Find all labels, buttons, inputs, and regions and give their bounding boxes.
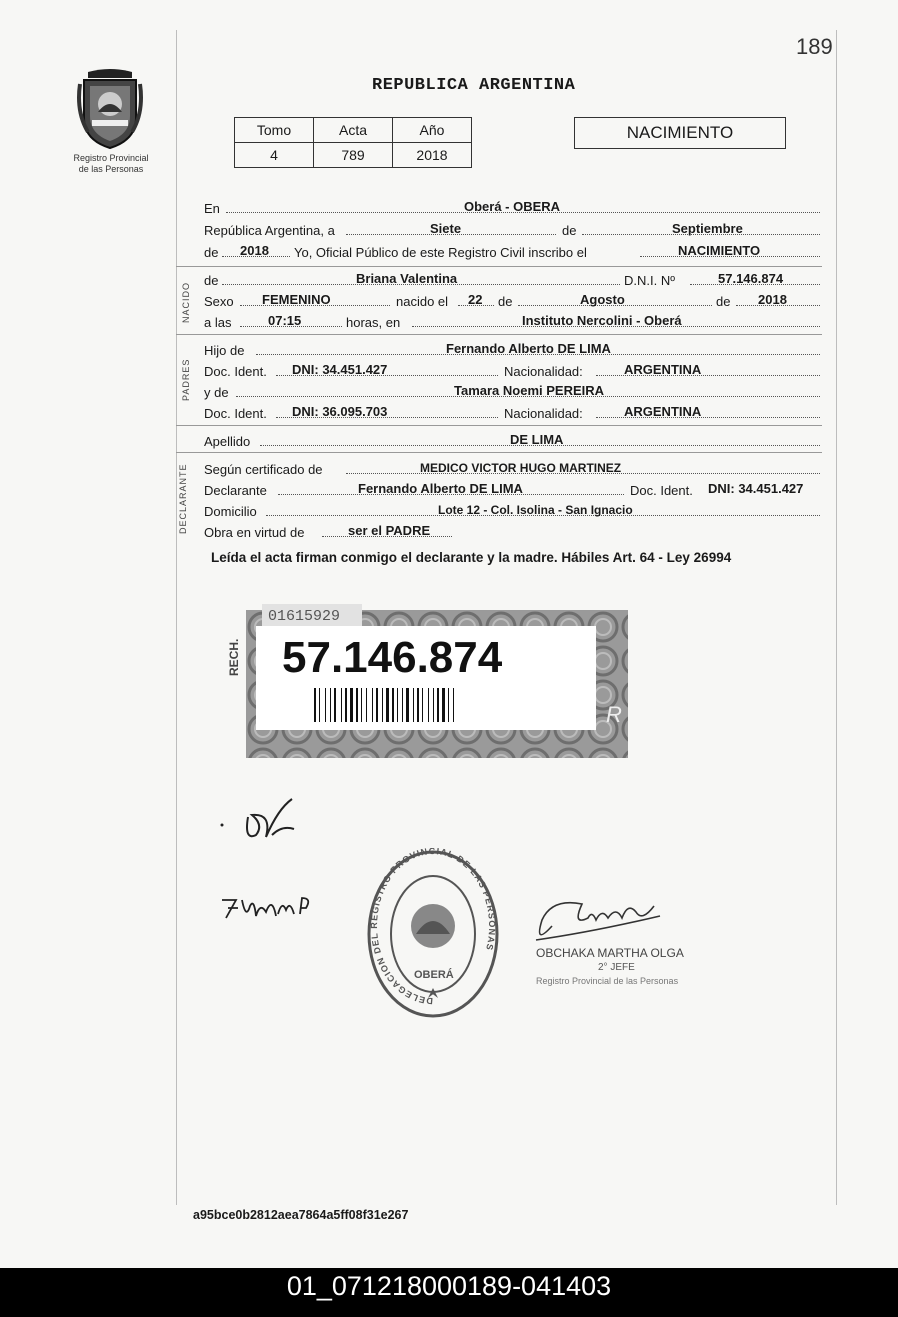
registry-caption bbox=[58, 153, 164, 175]
de1-label: de bbox=[562, 223, 577, 238]
de4-label: de bbox=[716, 294, 731, 309]
line-doc-mother bbox=[204, 403, 820, 421]
segun-label: Según certificado de bbox=[204, 462, 323, 477]
declarante-label: Declarante bbox=[204, 483, 267, 498]
barcode-bar bbox=[413, 688, 414, 722]
line-republica bbox=[204, 220, 820, 238]
dni-sticker bbox=[227, 608, 628, 758]
day-value: Siete bbox=[430, 221, 462, 236]
declarante-doc: DNI: 34.451.427 bbox=[708, 481, 804, 496]
doc3-label: Doc. Ident. bbox=[630, 483, 693, 498]
barcode-bar bbox=[392, 688, 394, 722]
domicilio-value: Lote 12 - Col. Isolina - San Ignacio bbox=[438, 503, 633, 517]
yde-label: y de bbox=[204, 385, 229, 400]
line-obra bbox=[204, 522, 820, 540]
nacido-side-label: NACIDO bbox=[181, 281, 191, 323]
de2-label: de bbox=[204, 245, 219, 260]
obra-label: Obra en virtud de bbox=[204, 525, 305, 540]
birth-place: Instituto Nercolini - Oberá bbox=[522, 313, 682, 328]
sticker-pattern-letter: R bbox=[606, 702, 622, 727]
anio-header: Año bbox=[393, 118, 472, 143]
separator bbox=[176, 266, 822, 267]
declarante-signature-icon bbox=[242, 795, 302, 851]
inscribo-value: NACIMIENTO bbox=[678, 243, 761, 258]
line-doc-father bbox=[204, 361, 820, 379]
nac1-label: Nacionalidad: bbox=[504, 364, 583, 379]
line-apellido bbox=[204, 431, 820, 449]
barcode-bar bbox=[345, 688, 347, 722]
doc1-label: Doc. Ident. bbox=[204, 364, 267, 379]
line-yo bbox=[204, 242, 820, 260]
nacido-el-label: nacido el bbox=[396, 294, 449, 309]
line-domicilio bbox=[204, 501, 820, 519]
barcode-bar bbox=[356, 688, 358, 722]
separator bbox=[176, 425, 822, 426]
record-type-box: NACIMIENTO bbox=[574, 117, 786, 149]
mother-signature-icon bbox=[220, 890, 320, 930]
certificate-doctor: MEDICO VICTOR HUGO MARTINEZ bbox=[420, 461, 622, 475]
mother-name: Tamara Noemi PEREIRA bbox=[454, 383, 605, 398]
declarante-side-label: DECLARANTE bbox=[178, 463, 188, 534]
yo-label: Yo, Oficial Público de este Registro Civil inscribo el bbox=[294, 245, 587, 260]
barcode-bar bbox=[448, 688, 449, 722]
mother-doc: DNI: 36.095.703 bbox=[292, 404, 388, 419]
barcode-bar bbox=[361, 688, 362, 722]
sexo-label: Sexo bbox=[204, 294, 234, 309]
document-title: REPUBLICA ARGENTINA bbox=[372, 76, 576, 95]
footer-filename: 01_071218000189-041403 bbox=[0, 1268, 898, 1317]
barcode-bar bbox=[334, 688, 336, 722]
registry-table bbox=[234, 117, 472, 168]
birth-year: 2018 bbox=[758, 292, 787, 307]
barcode-bar bbox=[376, 688, 378, 722]
barcode-bar bbox=[341, 688, 342, 722]
sticker-dni-number: 57.146.874 bbox=[282, 633, 503, 682]
stamp-city: OBERÁ bbox=[414, 969, 454, 981]
page-number: 189 bbox=[796, 34, 833, 59]
barcode-bar bbox=[433, 688, 434, 722]
caption-line1: Registro Provincial bbox=[73, 153, 149, 163]
sexo-value: FEMENINO bbox=[262, 292, 331, 307]
barcode-bar bbox=[442, 688, 445, 722]
right-margin-line bbox=[836, 30, 837, 1205]
line-sexo bbox=[204, 291, 820, 309]
barcode-bar bbox=[406, 688, 409, 722]
line-name bbox=[204, 270, 820, 288]
sticker-serial: 01615929 bbox=[268, 608, 341, 625]
father-nationality: ARGENTINA bbox=[624, 362, 702, 377]
mother-nationality: ARGENTINA bbox=[624, 404, 702, 419]
barcode-bar bbox=[319, 688, 320, 722]
barcode-bar bbox=[325, 688, 326, 722]
month-value: Septiembre bbox=[672, 221, 743, 236]
barcode-bar bbox=[350, 688, 353, 722]
line-en bbox=[204, 198, 820, 216]
place-of-registry: Oberá - OBERA bbox=[464, 199, 561, 214]
republica-label: República Argentina, a bbox=[204, 223, 335, 238]
separator bbox=[176, 452, 822, 453]
tomo-header: Tomo bbox=[235, 118, 314, 143]
stamp-ring-text: DELEGACION DEL REGISTRO PROVINCIAL DE LAS PERSONAS bbox=[369, 848, 498, 1007]
official-role: 2° JEFE bbox=[598, 962, 635, 973]
barcode-bar bbox=[417, 688, 419, 722]
line-certificado bbox=[204, 459, 820, 477]
barcode-bar bbox=[386, 688, 389, 722]
barcode-bar bbox=[397, 688, 398, 722]
en-label: En bbox=[204, 201, 220, 216]
horas-label: horas, en bbox=[346, 315, 401, 330]
left-margin-line bbox=[176, 30, 177, 1205]
dni-label: D.N.I. Nº bbox=[624, 273, 675, 288]
nacido-de-label: de bbox=[204, 273, 219, 288]
birth-time: 07:15 bbox=[268, 313, 302, 328]
closing-statement: Leída el acta firman conmigo el declarante y la madre. Hábiles Art. 64 - Ley 26994 bbox=[211, 550, 732, 565]
birth-month: Agosto bbox=[580, 292, 625, 307]
official-stamp-icon bbox=[366, 848, 500, 1020]
declarante-name: Fernando Alberto DE LIMA bbox=[358, 481, 523, 496]
official-signature-icon bbox=[532, 896, 666, 948]
domicilio-label: Domicilio bbox=[204, 504, 257, 519]
alas-label: a las bbox=[204, 315, 232, 330]
barcode-bar bbox=[428, 688, 429, 722]
barcode-bar bbox=[366, 688, 367, 722]
father-doc: DNI: 34.451.427 bbox=[292, 362, 388, 377]
obra-value: ser el PADRE bbox=[348, 523, 431, 538]
barcode-bar bbox=[314, 688, 316, 722]
doc2-label: Doc. Ident. bbox=[204, 406, 267, 421]
anio-value: 2018 bbox=[393, 143, 472, 168]
year-value: 2018 bbox=[240, 243, 269, 258]
barcode-bar bbox=[382, 688, 383, 722]
line-declarante bbox=[204, 480, 820, 498]
acta-header: Acta bbox=[314, 118, 393, 143]
barcode-bar bbox=[330, 688, 331, 722]
official-registry: Registro Provincial de las Personas bbox=[536, 976, 679, 986]
apellido-label: Apellido bbox=[204, 434, 251, 449]
child-name: Briana Valentina bbox=[356, 271, 458, 286]
padres-side-label: PADRES bbox=[181, 358, 191, 401]
barcode-bar bbox=[372, 688, 373, 722]
barcode-bar bbox=[437, 688, 439, 722]
sticker-side-text: RECH. bbox=[227, 638, 241, 676]
misiones-seal-icon bbox=[74, 66, 146, 150]
line-yde bbox=[204, 382, 820, 400]
child-dni: 57.146.874 bbox=[718, 271, 784, 286]
official-name: OBCHAKA MARTHA OLGA bbox=[536, 946, 684, 960]
line-hijo bbox=[204, 340, 820, 358]
father-name: Fernando Alberto DE LIMA bbox=[446, 341, 611, 356]
de3-label: de bbox=[498, 294, 513, 309]
apellido-value: DE LIMA bbox=[510, 432, 564, 447]
nac2-label: Nacionalidad: bbox=[504, 406, 583, 421]
tomo-value: 4 bbox=[235, 143, 314, 168]
barcode-bar bbox=[402, 688, 403, 722]
line-hora bbox=[204, 312, 820, 330]
caption-line2: de las Personas bbox=[78, 164, 144, 174]
birth-day: 22 bbox=[468, 292, 483, 307]
document-hash: a95bce0b2812aea7864a5ff08f31e267 bbox=[193, 1208, 409, 1222]
hijo-label: Hijo de bbox=[204, 343, 245, 358]
barcode-bar bbox=[422, 688, 423, 722]
acta-value: 789 bbox=[314, 143, 393, 168]
barcode-bar bbox=[453, 688, 454, 722]
separator bbox=[176, 334, 822, 335]
